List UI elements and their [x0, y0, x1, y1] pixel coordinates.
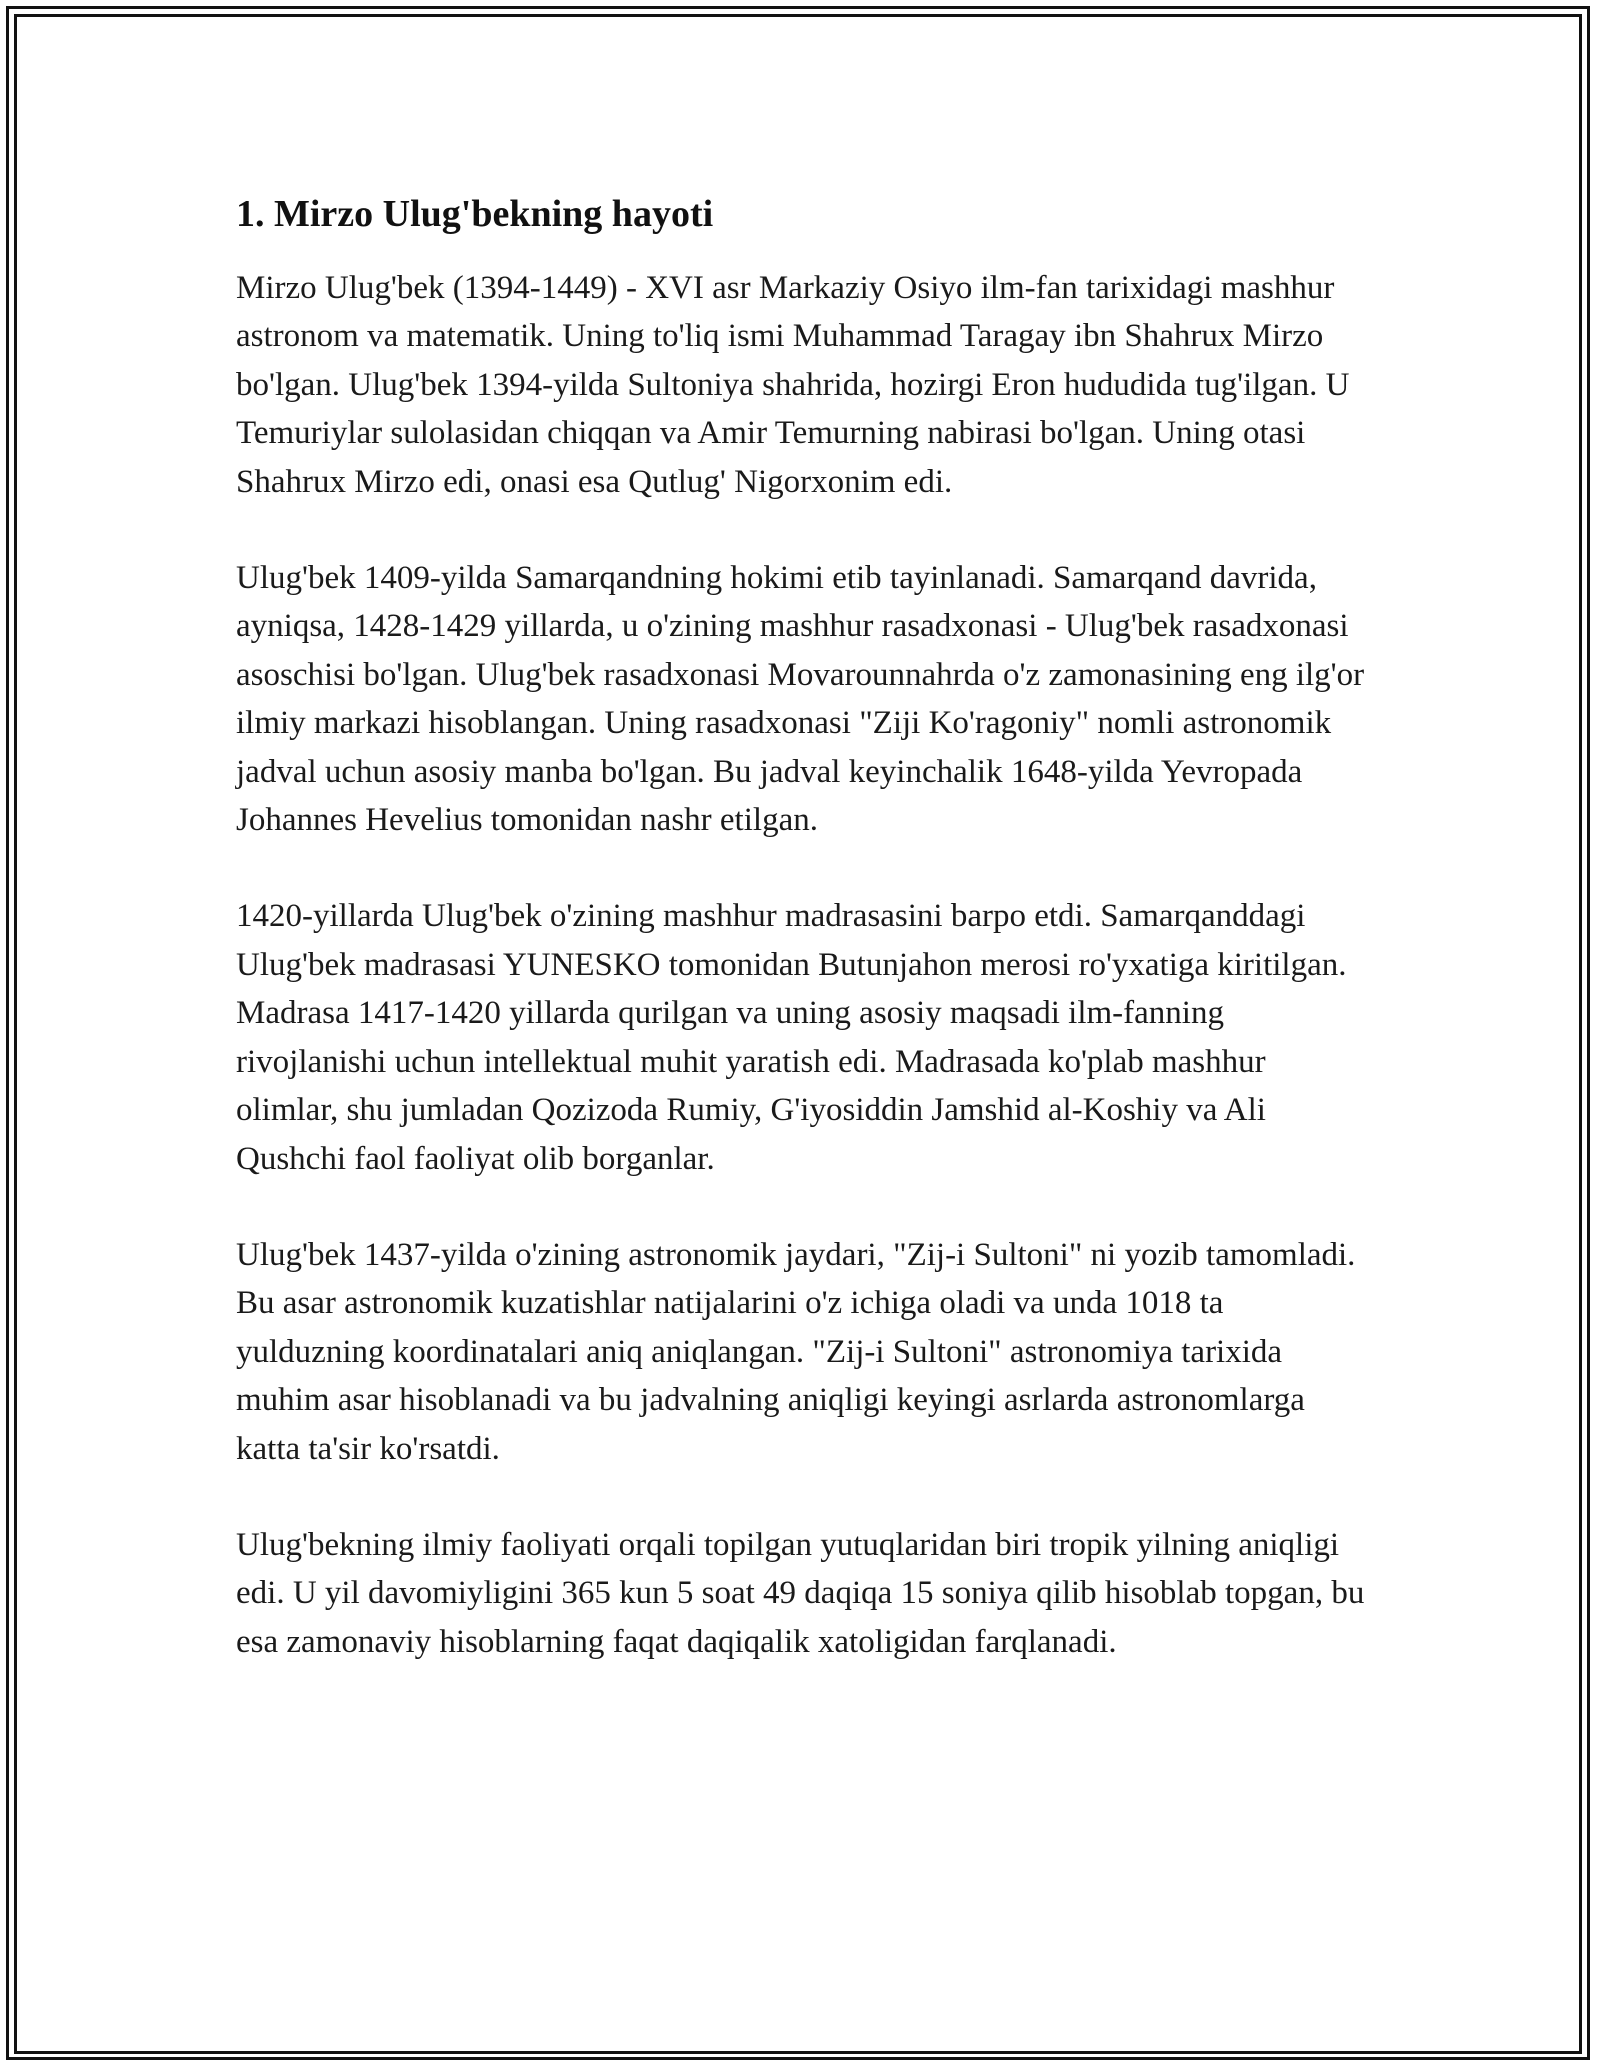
section-heading: 1. Mirzo Ulug'bekning hayoti [236, 193, 714, 235]
paragraph-observatory: Ulug'bek 1409-yilda Samarqandning hokimi etib tayinlanadi. Samarqand davrida, ayniqsa, 1428-1429 yillarda, u o'zining mashhur rasadxonasi - Ulug'bek rasadxonasi asoschisi bo'lgan. Ulug'bek rasadxonasi Movarounnahrda o'z zamonasining eng ilg'or ilmiy markazi hisoblangan. Uning rasadxonasi "Ziji Ko'ragoniy" nomli astronomik jadval uchun asosiy manba bo'lgan. Bu jadval keyinchalik 1648-yilda Yevropada Johannes Hevelius tomonidan nashr etilgan. [236, 560, 1365, 839]
paragraph-biography: Mirzo Ulug'bek (1394-1449) - XVI asr Markaziy Osiyo ilm-fan tarixidagi mashhur astronom va matematik. Uning to'liq ismi Muhammad Taragay ibn Shahrux Mirzo bo'lgan. Ulug'bek 1394-yilda Sultoniya shahrida, hozirgi Eron hududida tug'ilgan. U Temuriylar sulolasidan chiqqan va Amir Temurning nabirasi bo'lgan. Uning otasi Shahrux Mirzo edi, onasi esa Qutlug' Nigorxonim edi. [236, 270, 1350, 500]
paragraph-zij-i-sultoni: Ulug'bek 1437-yilda o'zining astronomik jaydari, "Zij-i Sultoni" ni yozib tamomladi. Bu asar astronomik kuzatishlar natijalarini o'z ichiga oladi va unda 1018 ta yulduzning koordinatalari aniq aniqlangan. "Zij-i Sultoni" astronomiya tarixida muhim asar hisoblanadi va bu jadvalning aniqligi keyingi asrlarda astronomlarga katta ta'sir ko'rsatdi. [236, 1236, 1356, 1467]
paragraph-madrasa: 1420-yillarda Ulug'bek o'zining mashhur madrasasini barpo etdi. Samarqanddagi Ulug'bek madrasasi YUNESKO tomonidan Butunjahon merosi ro'yxatiga kiritilgan. Madrasa 1417-1420 yillarda qurilgan va uning asosiy maqsadi ilm-fanning rivojlanishi uchun intellektual muhit yaratish edi. Madrasada ko'plab mashhur olimlar, shu jumladan Qozizoda Rumiy, G'iyosiddin Jamshid al-Koshiy va Ali Qushchi faol faoliyat olib borganlar. [236, 898, 1347, 1177]
paragraph-tropical-year: Ulug'bekning ilmiy faoliyati orqali topilgan yutuqlaridan biri tropik yilning aniqligi edi. U yil davomiyligini 365 kun 5 soat 49 daqiqa 15 soniya qilib hisoblab topgan, bu esa zamonaviy hisoblarning faqat daqiqalik xatoligidan farqlanadi. [236, 1526, 1365, 1660]
document-body [236, 190, 1366, 1714]
